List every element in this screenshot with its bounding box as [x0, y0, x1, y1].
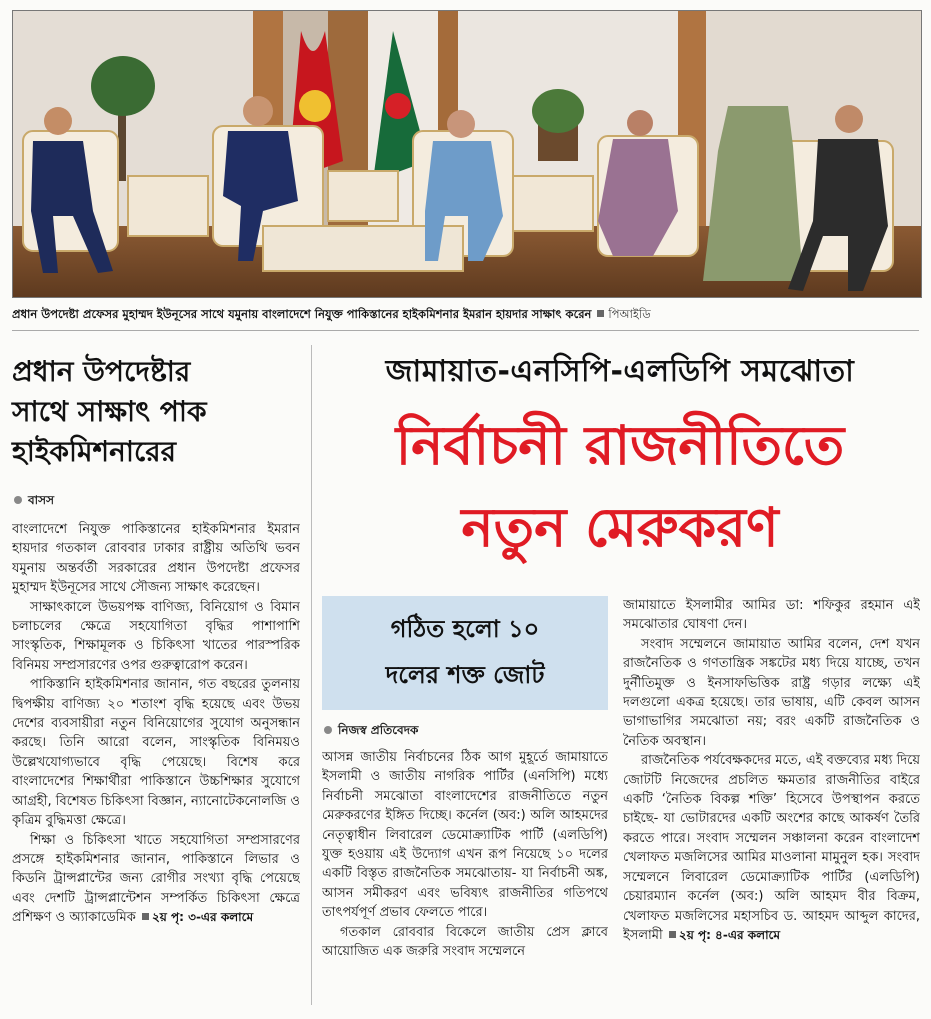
main-story-kicker: জামায়াত-এনসিপি-এলডিপি সমঝোতা	[385, 354, 855, 389]
news-photo	[12, 10, 922, 298]
main-story-byline	[324, 722, 418, 738]
paragraph: সাক্ষাৎকালে উভয়পক্ষ বাণিজ্য, বিনিয়োগ ও বিমান চলাচলের ক্ষেত্রে সহযোগিতা বৃদ্ধির পাশাপাশি সাংস্কৃতিক, শিক্ষামূলক ও চিকিৎসা খাতের পারস্পরিক বিনিময় সম্প্রসারণের ওপর গুরুত্বারোপ করেন।	[12, 599, 300, 673]
paragraph: পাকিস্তানি হাইকমিশনার জানান, গত বছরের তুলনায় দ্বিপক্ষীয় বাণিজ্য ২০ শতাংশ বৃদ্ধি হয়েছে এবং উভয় দেশের ব্যবসায়ীরা নতুন বিনিয়োগের সুযোগ অনুসন্ধান করছে। তিনি আরো বলেন, সাংস্কৃতিক বিনিময়ও উল্লেখযোগ্যভাবে বৃদ্ধি পেয়েছে। বিশেষ করে বাংলাদেশের শিক্ষার্থীরা পাকিস্তানে উচ্চশিক্ষার সুযোগে আগ্রহী, বিশেষত চিকিৎসা বিজ্ঞান, ন্যানোটেকনোলজি ও কৃত্রিম বুদ্ধিমত্তা ক্ষেত্রে।	[12, 677, 300, 829]
paragraph-text: রাজনৈতিক পর্যবেক্ষকদের মতে, এই বক্তব্যের মধ্য দিয়ে জোটটি নিজেদের প্রচলিত ক্ষমতার রাজনীতির বাইরে একটি ‘নৈতিক বিকল্প শক্তি’ হিসেবে উপস্থাপন করতে চাইছে- যা ভোটারদের একটি অংশের কাছে আকর্ষণ তৈরি করতে পারে। সংবাদ সম্মেলন সঞ্চালনা করেন বাংলাদেশ খেলাফত মজলিসের আমির মাওলানা মামুনুল হক। সংবাদ সম্মেলনে লিবারেল ডেমোক্র্যাটিক পার্টির (এলডিপি) চেয়ারম্যান কর্নেল (অব:) অলি আহমদ বীর বিক্রম, খেলাফত মজলিসের মহাসচিব ড. আহমদ আব্দুল কাদের, ইসলামী	[623, 753, 920, 943]
bullet-icon	[14, 496, 22, 504]
side-story-headline	[12, 352, 302, 472]
photo-caption	[12, 304, 922, 324]
continued-text: ২য় পৃ: ৩-এর কলামে	[151, 910, 254, 925]
paragraph: আসন্ন জাতীয় নির্বাচনের ঠিক আগ মুহূর্তে জামায়াতে ইসলামী ও জাতীয় নাগরিক পার্টির (এনসিপি) মধ্যে নির্বাচনী সমঝোতা বাংলাদেশের রাজনীতিতে নতুন মেরুকরণের ইঙ্গিত দিচ্ছে। কর্নেল (অব:) অলি আহমদের নেতৃত্বাধীন লিবারেল ডেমোক্র্যাটিক পার্টি (এলডিপি) যুক্ত হওয়ায় এই উদ্যোগ এখন রূপ নিয়েছে ১০ দলের একটি বিস্তৃত রাজনৈতিক সমঝোতায়- যা নির্বাচনী অঙ্ক, আসন সমীকরণ এবং ভবিষ্যৎ রাজনীতির গতিপথে তাৎপর্যপূর্ণ প্রভাব ফেলতে পারে।	[322, 750, 608, 921]
main-story-col2	[623, 596, 920, 1010]
continued-note	[140, 910, 253, 924]
paragraph-text: শিক্ষা ও চিকিৎসা খাতে সহযোগিতা সম্প্রসারণের প্রসঙ্গে হাইকমিশনার জানান, পাকিস্তানে লিভার ও কিডনি ট্রান্সপ্লান্টের জন্য রোগীর সংখ্যা বৃদ্ধি পেয়েছে এবং দেশটি ট্রান্সপ্লান্টেশন সম্পর্কিত চিকিৎসা ক্ষেত্রে প্রশিক্ষণ ও অ্যাকাডেমিক	[12, 832, 300, 926]
main-story-col1	[322, 748, 608, 1010]
byline-text: নিজস্ব প্রতিবেদক	[338, 723, 419, 737]
headline-line: হাইকমিশনারের	[12, 435, 176, 468]
headline-line: সাথে সাক্ষাৎ পাক	[12, 395, 207, 428]
side-story-body	[12, 520, 300, 1010]
headline-line: নতুন মেরুকরণ	[461, 496, 779, 559]
bullet-icon	[324, 726, 332, 734]
paragraph: গতকাল রোববার বিকেলে জাতীয় প্রেস ক্লাবে আয়োজিত এক জরুরি সংবাদ সম্মেলনে	[322, 924, 608, 960]
square-bullet-icon	[669, 931, 676, 938]
highlight-line: দলের শক্ত জোট	[385, 661, 545, 689]
photo-credit: পিআইডি	[608, 307, 651, 321]
paragraph: জামায়াতে ইসলামীর আমির ডা: শফিকুর রহমান এই সমঝোতার ঘোষণা দেন।	[623, 598, 920, 633]
main-story-headline	[320, 405, 920, 569]
caption-text: প্রধান উপদেষ্টা প্রফেসর মুহাম্মদ ইউনূসের সাথে যমুনায় বাংলাদেশে নিযুক্ত পাকিস্তানের হাইকমিশনার ইমরান হায়দার সাক্ষাৎ করেন	[12, 307, 592, 321]
paragraph: সংবাদ সম্মেলনে জামায়াত আমির বলেন, দেশ যখন রাজনৈতিক ও গণতান্ত্রিক সঙ্কটের মধ্য দিয়ে যাচ্ছে, তখন দুর্নীতিমুক্ত ও ইনসাফভিত্তিক রাষ্ট্র গড়ার লক্ষ্যে এই দলগুলো একত্র হয়েছে। তার ভাষায়, এটি কেবল আসন ভাগাভাগির সমঝোতা নয়; বরং একটি রাজনৈতিক ও নৈতিক অবস্থান।	[623, 636, 920, 749]
paragraph: বাংলাদেশে নিযুক্ত পাকিস্তানের হাইকমিশনার ইমরান হায়দার গতকাল রোববার ঢাকার রাষ্ট্রীয় অতিথি ভবন যমুনায় অন্তর্বর্তী সরকারের প্রধান উপদেষ্টা প্রফেসর মুহাম্মদ ইউনূসের সাথে সৌজন্য সাক্ষাৎ করেছেন।	[12, 522, 300, 596]
square-bullet-icon	[142, 913, 149, 920]
byline-text: বাসস	[28, 493, 55, 507]
divider	[12, 330, 919, 331]
headline-line: নির্বাচনী রাজনীতিতে	[395, 414, 845, 477]
paragraph	[12, 831, 300, 928]
column-divider	[311, 345, 312, 1005]
continued-text: ২য় পৃ: ৪-এর কলামে	[678, 927, 781, 942]
paragraph	[623, 751, 920, 945]
square-bullet-icon	[597, 310, 604, 317]
side-story-byline	[14, 492, 54, 508]
highlight-box	[322, 596, 608, 710]
highlight-line: গঠিত হলো ১০	[390, 615, 540, 643]
headline-line: প্রধান উপদেষ্টার	[12, 355, 191, 388]
continued-note	[667, 928, 780, 942]
